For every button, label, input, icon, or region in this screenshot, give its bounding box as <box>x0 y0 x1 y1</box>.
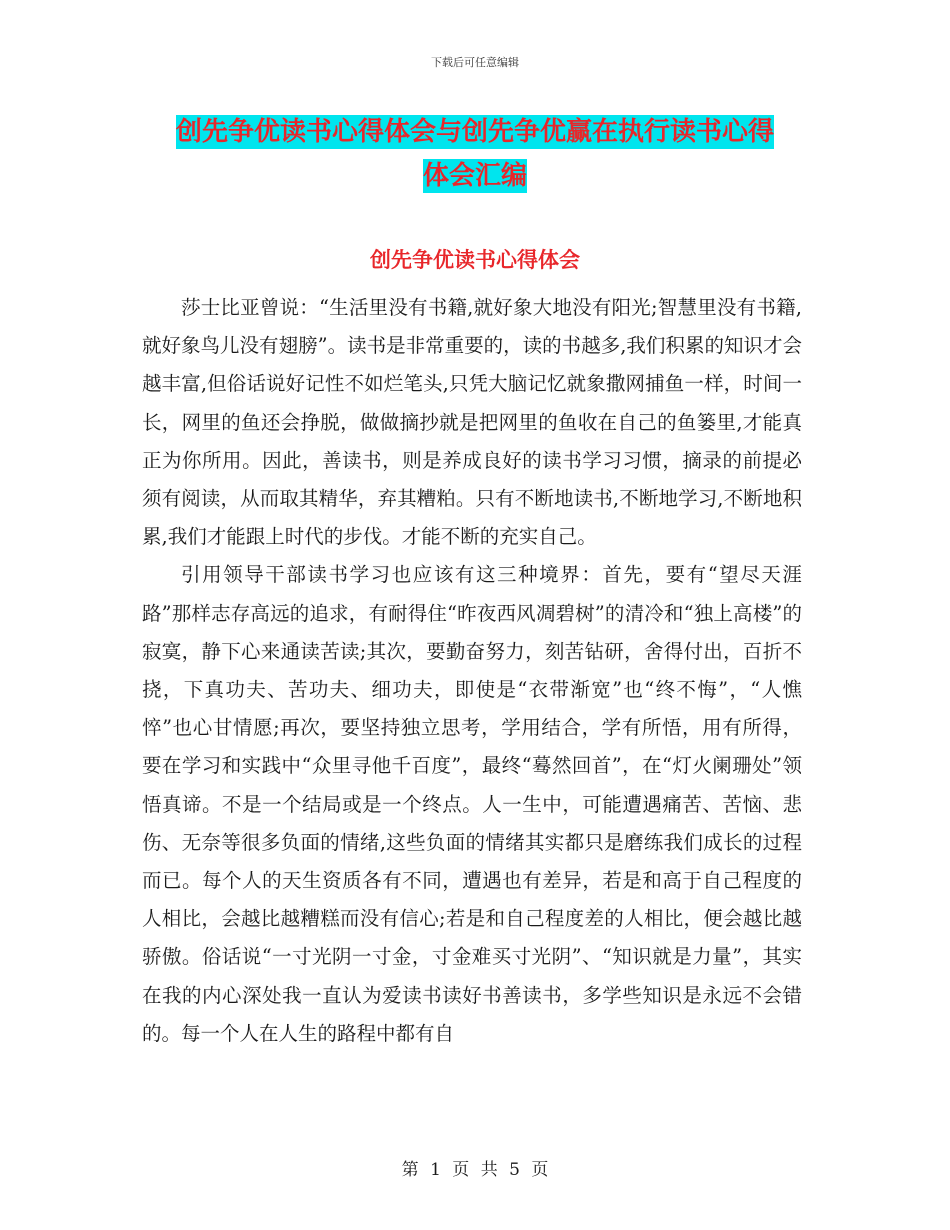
document-title-text-2: 体会汇编 <box>422 161 527 191</box>
document-title-line-2 <box>140 150 810 202</box>
body-paragraph-2: 引用领导干部读书学习也应该有这三种境界：首先，要有“望尽天涯路”那样志存高远的追求，有耐得住“昨夜西风凋碧树”的清冷和“独上高楼”的寂寞，静下心来通读苦读;其次，要勤奋努力，刻苦钻研，舍得付出，百折不挠，下真功夫、苦功夫、细功夫，即使是“衣带渐宽”也“终不悔”，“人憔悴”也心甘情愿;再次，要坚持独立思考，学用结合，学有所悟，用有所得，要在学习和实践中“众里寻他千百度”，最终“蓦然回首”，在“灯火阑珊处”领悟真谛。不是一个结局或是一个终点。人一生中，可能遭遇痛苦、苦恼、悲伤、无奈等很多负面的情绪,这些负面的情绪其实都只是磨练我们成长的过程而已。每个人的天生资质各有不同，遭遇也有差异，若是和高于自己程度的人相比，会越比越糟糕而没有信心;若是和自己程度差的人相比，便会越比越骄傲。俗话说“一寸光阴一寸金，寸金难买寸光阴”、“知识就是力量”，其实在我的内心深处我一直认为爱读书读好书善读书，多学些知识是永远不会错的。每一个人在人生的路程中都有自 <box>142 563 802 1045</box>
section-title: 创先争优读书心得体会 <box>370 247 580 272</box>
body-paragraph-1: 莎士比亚曾说：“生活里没有书籍,就好象大地没有阳光;智慧里没有书籍,就好象鸟儿没有翅膀”。读书是非常重要的，读的书越多,我们积累的知识才会越丰富,但俗话说好记性不如烂笔头,只凭大脑记忆就象撒网捕鱼一样，时间一长，网里的鱼还会挣脱，做做摘抄就是把网里的鱼收在自己的鱼篓里,才能真正为你所用。因此，善读书，则是养成良好的读书学习习惯，摘录的前提必须有阅读，从而取其精华，弃其糟粕。只有不断地读书,不断地学习,不断地积累,我们才能跟上时代的步伐。才能不断的充实自己。 <box>142 296 802 549</box>
page-number-footer: 第 1 页 共 5 页 <box>401 1160 549 1180</box>
header-note: 下载后可任意编辑 <box>431 56 519 69</box>
document-title-text-1: 创先争优读书心得体会与创先争优赢在执行读书心得 <box>175 117 774 147</box>
document-body <box>142 289 802 1053</box>
